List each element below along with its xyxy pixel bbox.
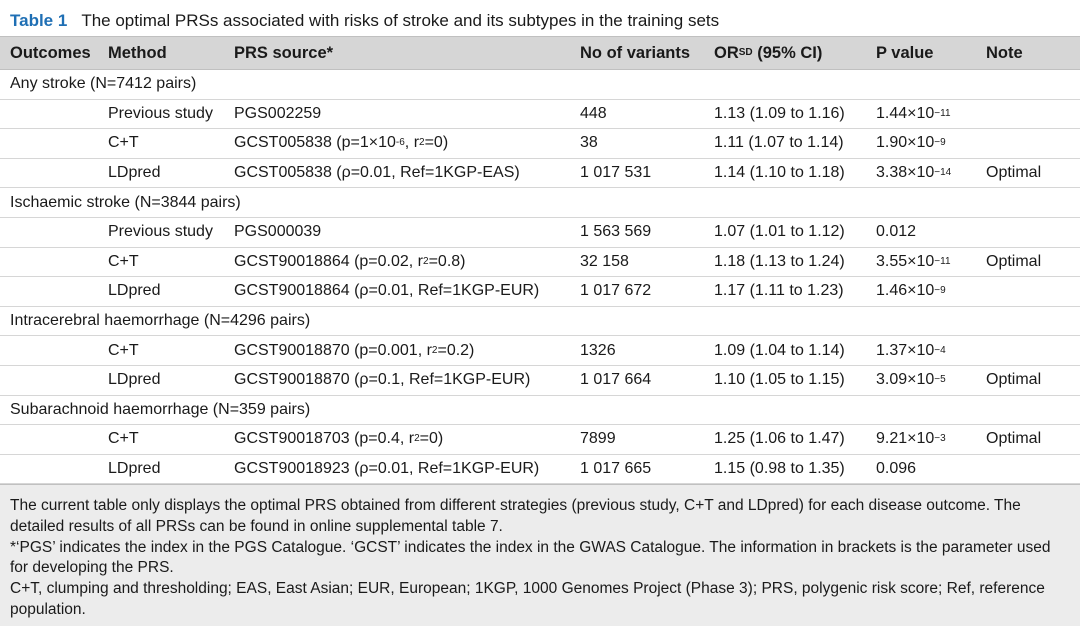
pvalue-base: 1.90×10 — [876, 134, 935, 152]
table-footnotes — [0, 484, 1080, 626]
cell-outcome — [0, 100, 108, 129]
cell-or: 1.15 (0.98 to 1.35) — [714, 460, 845, 478]
pvalue-base: 0.012 — [876, 223, 917, 241]
footnote-2: *‘PGS’ indicates the index in the PGS Catalogue. ‘GCST’ indicates the index in the GWAS Catalogue. The information in brackets is the parameter used for developing the PRS. — [10, 538, 1051, 577]
cell-pvalue: 1.37×10 −4 — [876, 341, 946, 359]
cell-variants: 38 — [580, 134, 598, 152]
cell-prs-source — [234, 455, 580, 484]
cell-or: 1.11 (1.07 to 1.14) — [714, 134, 844, 152]
cell-note — [986, 277, 1080, 306]
table-label: Table 1 — [10, 11, 68, 30]
table-caption — [0, 6, 719, 36]
cell-or: 1.14 (1.10 to 1.18) — [714, 164, 845, 182]
pvalue-base: 3.38×10 — [876, 164, 935, 182]
cell-prs-source — [234, 366, 580, 395]
cell-method: LDpred — [108, 282, 161, 300]
prs-source-text: GCST90018870 (p=0.001, r — [234, 341, 432, 359]
cell-outcome — [0, 218, 108, 247]
header-method: Method — [108, 43, 167, 62]
cell-or: 1.17 (1.11 to 1.23) — [714, 282, 844, 300]
group-row: Any stroke (N=7412 pairs) — [0, 70, 1080, 100]
cell-pvalue: 9.21×10 −3 — [876, 430, 946, 448]
header-note: Note — [986, 43, 1023, 62]
cell-pvalue: 3.38×10 −14 — [876, 164, 952, 182]
cell-pvalue: 1.46×10 −9 — [876, 282, 946, 300]
prs-source-text: GCST005838 (ρ=0.01, Ref=1KGP-EAS) — [234, 164, 520, 182]
header-or: OR SD (95% CI) — [714, 43, 823, 62]
pvalue-base: 1.37×10 — [876, 341, 935, 359]
cell-prs-source: GCST005838 (p=1×10 -6 , r 2 =0) — [234, 134, 449, 152]
cell-pvalue: 3.09×10 −5 — [876, 371, 946, 389]
pvalue-base: 0.096 — [876, 460, 917, 478]
header-variants: No of variants — [580, 43, 691, 62]
pvalue-base: 1.46×10 — [876, 282, 935, 300]
pvalue-base: 1.44×10 — [876, 104, 935, 122]
cell-method: C+T — [108, 430, 139, 448]
table-row — [0, 100, 1080, 130]
pvalue-base: 3.55×10 — [876, 252, 935, 270]
header-or-main: OR — [714, 43, 739, 62]
table-row — [0, 455, 1080, 485]
prs-source-mid: , r — [404, 134, 420, 152]
cell-variants: 7899 — [580, 430, 616, 448]
footnote-1: The current table only displays the optimal PRS obtained from different strategies (previous study, C+T and LDpred) for each disease outcome. The detailed results of all PRSs can be found in online supplemental table 7. — [10, 497, 1021, 535]
data-table — [0, 36, 1080, 484]
cell-pvalue: 1.44×10 −11 — [876, 104, 951, 122]
table-row — [0, 129, 1080, 159]
cell-note — [986, 336, 1080, 365]
cell-or: 1.07 (1.01 to 1.12) — [714, 223, 845, 241]
cell-prs-source — [234, 159, 580, 188]
cell-prs-source — [234, 100, 580, 129]
cell-note: Optimal — [986, 371, 1042, 389]
cell-outcome — [0, 277, 108, 306]
cell-outcome — [0, 455, 108, 484]
header-prs-source: PRS source* — [234, 43, 334, 62]
cell-method: LDpred — [108, 164, 161, 182]
prs-source-text: PGS000039 — [234, 223, 322, 241]
prs-source-tail: =0) — [419, 430, 444, 448]
cell-method: Previous study — [108, 223, 213, 241]
prs-source-text: GCST005838 (p=1×10 — [234, 134, 396, 152]
table-header — [0, 36, 1080, 70]
prs-source-tail: =0.2) — [437, 341, 475, 359]
header-outcomes: Outcomes — [10, 43, 91, 62]
cell-or: 1.25 (1.06 to 1.47) — [714, 430, 845, 448]
cell-prs-source: GCST90018703 (p=0.4, r 2 =0) — [234, 430, 444, 448]
header-pvalue: P value — [876, 43, 934, 62]
prs-source-text: GCST90018864 (ρ=0.01, Ref=1KGP-EUR) — [234, 282, 540, 300]
cell-method: C+T — [108, 252, 139, 270]
cell-method: C+T — [108, 341, 139, 359]
cell-prs-source: GCST90018870 (p=0.001, r 2 =0.2) — [234, 341, 475, 359]
group-row: Ischaemic stroke (N=3844 pairs) — [0, 188, 1080, 218]
cell-variants: 1 017 531 — [580, 164, 652, 182]
table-row — [0, 277, 1080, 307]
prs-source-text: GCST90018870 (ρ=0.1, Ref=1KGP-EUR) — [234, 371, 531, 389]
cell-prs-source: GCST90018864 (p=0.02, r 2 =0.8) — [234, 252, 466, 270]
table-row — [0, 248, 1080, 278]
cell-variants: 1 563 569 — [580, 223, 652, 241]
cell-note — [986, 100, 1080, 129]
pvalue-base: 3.09×10 — [876, 371, 935, 389]
cell-variants: 1 017 664 — [580, 371, 652, 389]
cell-variants: 1 017 665 — [580, 460, 652, 478]
prs-source-text: PGS002259 — [234, 104, 322, 122]
prs-source-text: GCST90018703 (p=0.4, r — [234, 430, 415, 448]
footnote-3: C+T, clumping and thresholding; EAS, East Asian; EUR, European; 1KGP, 1000 Genomes Project (Phase 3); PRS, polygenic risk score; Ref, reference population. — [10, 580, 1045, 618]
cell-pvalue: 3.55×10 −11 — [876, 252, 951, 270]
prs-source-tail: =0) — [424, 134, 449, 152]
cell-outcome — [0, 336, 108, 365]
cell-method: Previous study — [108, 104, 213, 122]
header-or-tail: (95% CI) — [752, 43, 823, 62]
table-row — [0, 425, 1080, 455]
cell-method: C+T — [108, 134, 139, 152]
cell-pvalue — [876, 218, 986, 247]
cell-method: LDpred — [108, 371, 161, 389]
cell-note: Optimal — [986, 252, 1042, 270]
cell-note — [986, 218, 1080, 247]
cell-pvalue: 1.90×10 −9 — [876, 134, 946, 152]
cell-outcome — [0, 159, 108, 188]
table-row — [0, 366, 1080, 396]
cell-variants: 1326 — [580, 341, 616, 359]
cell-pvalue — [876, 455, 986, 484]
prs-source-tail: =0.8) — [428, 252, 466, 270]
cell-note — [986, 129, 1080, 158]
cell-or: 1.18 (1.13 to 1.24) — [714, 252, 845, 270]
prs-source-text: GCST90018864 (p=0.02, r — [234, 252, 424, 270]
cell-note: Optimal — [986, 430, 1042, 448]
cell-method: LDpred — [108, 460, 161, 478]
cell-or: 1.13 (1.09 to 1.16) — [714, 104, 845, 122]
cell-or: 1.10 (1.05 to 1.15) — [714, 371, 845, 389]
cell-variants: 448 — [580, 104, 607, 122]
cell-outcome — [0, 366, 108, 395]
group-row: Intracerebral haemorrhage (N=4296 pairs) — [0, 307, 1080, 337]
cell-outcome — [0, 425, 108, 454]
cell-prs-source — [234, 277, 580, 306]
table-row — [0, 336, 1080, 366]
table-row — [0, 159, 1080, 189]
cell-outcome — [0, 248, 108, 277]
cell-variants: 32 158 — [580, 252, 629, 270]
table-title: The optimal PRSs associated with risks of stroke and its subtypes in the training sets — [81, 11, 720, 30]
cell-note: Optimal — [986, 164, 1042, 182]
cell-variants: 1 017 672 — [580, 282, 652, 300]
cell-outcome — [0, 129, 108, 158]
cell-or: 1.09 (1.04 to 1.14) — [714, 341, 845, 359]
table-row — [0, 218, 1080, 248]
group-row: Subarachnoid haemorrhage (N=359 pairs) — [0, 396, 1080, 426]
cell-prs-source — [234, 218, 580, 247]
pvalue-base: 9.21×10 — [876, 430, 935, 448]
prs-source-text: GCST90018923 (ρ=0.01, Ref=1KGP-EUR) — [234, 460, 540, 478]
cell-note — [986, 455, 1080, 484]
